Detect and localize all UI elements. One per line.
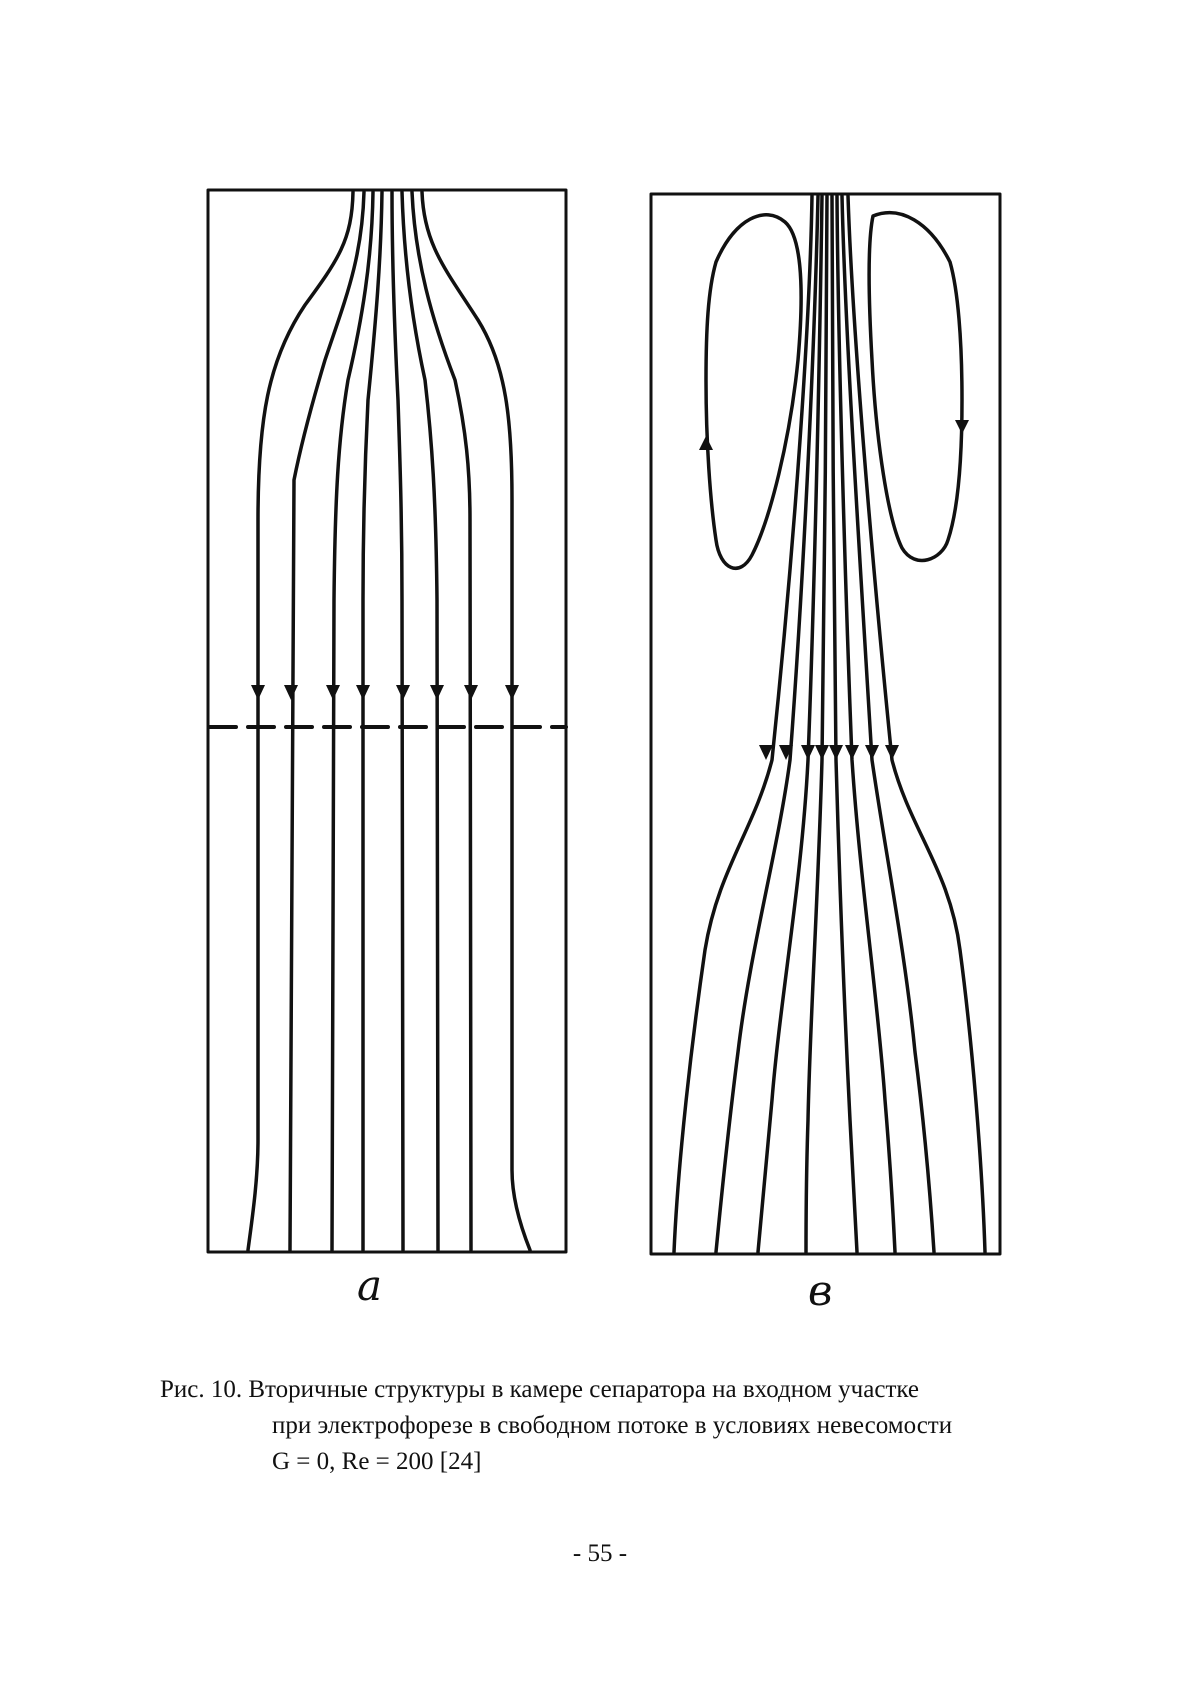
arrow-a-1: [251, 685, 265, 700]
streamline-a-4: [363, 192, 382, 1250]
arrow-b-4: [815, 745, 829, 760]
caption-line-2: при электрофорезе в свободном потоке в условиях невесомости: [272, 1412, 953, 1439]
arrow-a-7: [464, 685, 478, 700]
arrow-vortex-left-up: [699, 436, 713, 450]
panel-a-label: а: [357, 1261, 383, 1310]
arrow-a-5: [396, 685, 410, 700]
arrow-a-2: [284, 685, 298, 700]
streamline-a-1: [248, 192, 353, 1250]
panel-a: [208, 190, 566, 1252]
arrow-b-7: [865, 745, 879, 760]
streamline-b-6: [837, 196, 895, 1252]
streamline-a-6: [402, 192, 438, 1250]
arrow-a-6: [430, 685, 444, 700]
panel-b: [651, 194, 1000, 1254]
arrow-a-3: [326, 685, 340, 700]
caption-line-1: Рис. 10. Вторичные структуры в камере сепаратора на входном участке: [160, 1376, 919, 1403]
panel-b-label: в: [808, 1266, 833, 1315]
arrow-b-6: [845, 745, 859, 760]
arrow-vortex-right-down: [955, 420, 969, 434]
figure-caption: [160, 1372, 1080, 1480]
arrow-a-4: [356, 685, 370, 700]
vortex-left: [706, 215, 801, 569]
arrow-b-3: [801, 745, 815, 760]
streamline-a-5: [392, 192, 403, 1250]
streamline-b-5: [832, 196, 857, 1252]
caption-line-3: G = 0, Re = 200 [24]: [272, 1448, 482, 1475]
flow-arrows-a: [251, 685, 519, 700]
streamline-b-2: [716, 196, 818, 1252]
streamline-a-3: [332, 192, 373, 1250]
arrow-b-5: [829, 745, 843, 760]
page-number: - 55 -: [572, 1540, 628, 1567]
arrow-b-8: [885, 745, 899, 760]
vortex-right: [869, 213, 962, 561]
arrow-a-8: [505, 685, 519, 700]
